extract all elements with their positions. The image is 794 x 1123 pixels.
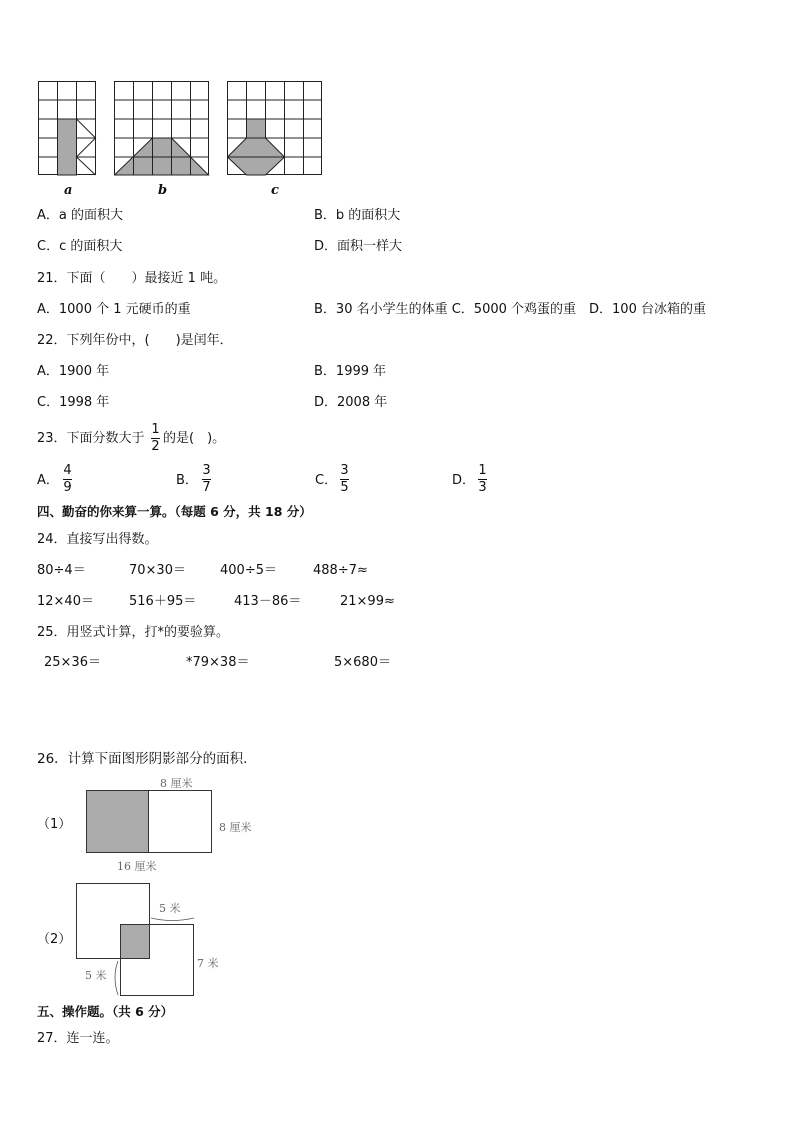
grid-label-c: c [271,183,279,198]
q23-option-a-letter[interactable]: A． [37,473,59,488]
q24-item[interactable]: 70×30＝ [129,563,186,578]
q22-option-b[interactable]: B．1999 年 [314,364,387,379]
q24-item[interactable]: 413－86＝ [234,594,302,609]
q23-option-d-fraction[interactable] [478,464,487,495]
grid-figure-c [227,81,323,176]
grid-figure-b [114,81,210,176]
q24-stem: 24．直接写出得数。 [37,532,158,547]
fraction-denominator: 7 [202,480,211,495]
q22-option-a[interactable]: A．1900 年 [37,364,110,379]
q24-item[interactable]: 400÷5＝ [220,563,277,578]
q20-option-c[interactable]: C．c 的面积大 [37,239,123,254]
q24-item[interactable]: 21×99≈ [340,594,395,609]
q24-item[interactable]: 12×40＝ [37,594,94,609]
fig2-left-label: 5 米 [85,969,107,982]
q21-options-bcd[interactable]: B．30 名小学生的体重 C．5000 个鸡蛋的重 D．100 台冰箱的重 [314,302,706,317]
fraction-denominator: 3 [478,480,487,495]
q25-item[interactable]: *79×38＝ [186,655,250,670]
q26-fig2-label: （2） [37,932,72,947]
q23-option-c-fraction[interactable] [340,464,349,495]
q21-stem: 21．下面（ ）最接近 1 吨。 [37,271,227,286]
grid-label-b: b [158,183,168,198]
q23-stem-suffix: 的是( )。 [163,431,226,446]
q24-item[interactable]: 80÷4＝ [37,563,86,578]
q22-option-d[interactable]: D．2008 年 [314,395,388,410]
q25-item[interactable]: 25×36＝ [44,655,101,670]
grid-figure-a [38,81,97,176]
q24-item[interactable]: 516＋95＝ [129,594,197,609]
q23-option-d-letter[interactable]: D． [452,473,476,488]
grid-label-a: a [64,183,73,198]
q25-stem: 25．用竖式计算，打*的要验算。 [37,625,230,640]
q27-stem: 27．连一连。 [37,1031,119,1046]
fraction-numerator: 1 [478,463,487,478]
q23-option-b-fraction[interactable] [202,464,211,495]
q23-option-b-letter[interactable]: B． [176,473,198,488]
q23-option-a-fraction[interactable] [63,464,72,495]
fraction-denominator: 5 [340,480,349,495]
q26-figure-2 [76,879,236,1001]
q20-option-d[interactable]: D．面积一样大 [314,239,403,254]
q26-fig1-label: （1） [37,817,72,832]
q23-option-c-letter[interactable]: C． [315,473,338,488]
fig1-bottom-label: 16 厘米 [117,860,157,873]
q23-stem-prefix: 23．下面分数大于 [37,431,145,446]
q23-stem-fraction [151,423,160,454]
q26-stem: 26．计算下面图形阴影部分的面积. [37,751,248,767]
fraction-denominator: 2 [151,439,160,454]
section-5-heading: 五、操作题。（共 6 分） [37,1004,174,1019]
section-4-heading: 四、勤奋的你来算一算。（每题 6 分，共 18 分） [37,504,312,519]
q25-item[interactable]: 5×680＝ [334,655,391,670]
q20-option-b[interactable]: B．b 的面积大 [314,208,401,223]
fig1-top-label: 8 厘米 [160,777,193,790]
fig1-right-label: 8 厘米 [219,821,252,834]
fraction-denominator: 9 [63,480,72,495]
fig2-top-label: 5 米 [159,902,181,915]
fraction-numerator: 1 [151,422,160,437]
fraction-numerator: 3 [202,463,211,478]
fraction-numerator: 3 [340,463,349,478]
q22-stem: 22．下列年份中，( )是闰年． [37,333,233,348]
fig2-right-label: 7 米 [197,957,219,970]
q26-figure-1 [80,770,270,878]
q21-option-a[interactable]: A．1000 个 1 元硬币的重 [37,302,191,317]
fraction-numerator: 4 [63,463,72,478]
q20-option-a[interactable]: A．a 的面积大 [37,208,123,223]
q22-option-c[interactable]: C．1998 年 [37,395,110,410]
q24-item[interactable]: 488÷7≈ [313,563,368,578]
